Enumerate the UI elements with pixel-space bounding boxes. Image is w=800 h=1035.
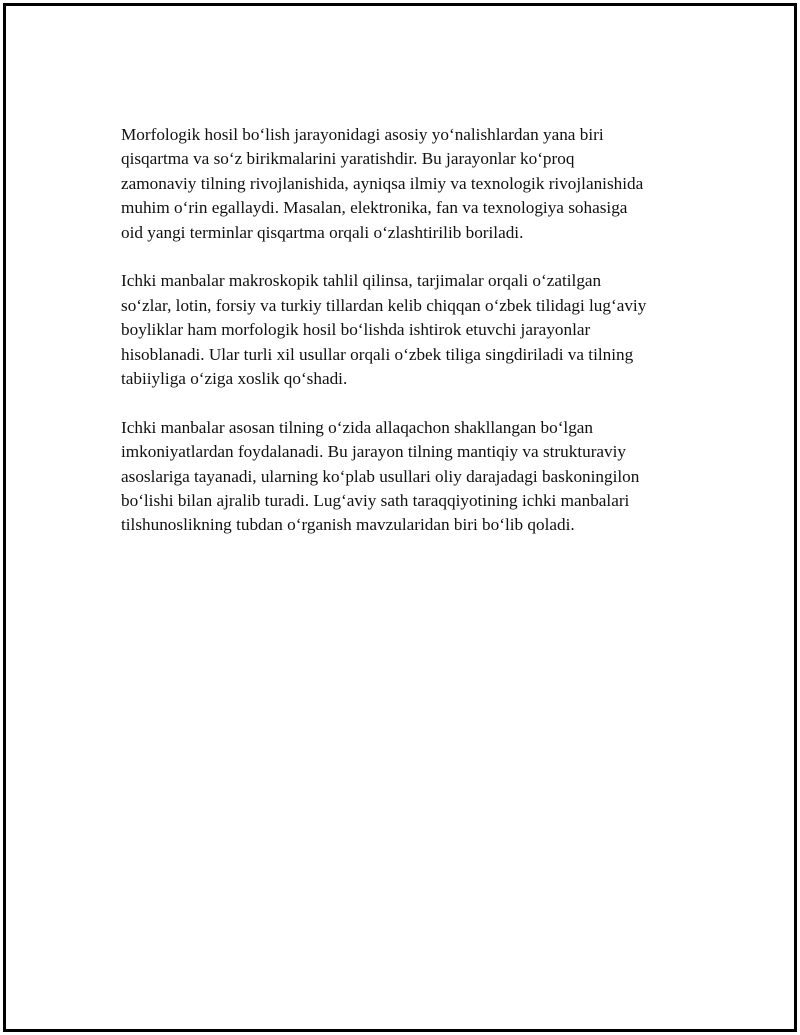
document-body	[121, 123, 693, 562]
paragraph-1: Morfologik hosil bo‘lish jarayonidagi asosiy yo‘nalishlardan yana biri qisqartma va so‘z birikmalarini yaratishdir. Bu jarayonlar ko‘proq zamonaviy tilning rivojlanishida, ayniqsa ilmiy va texnologik rivojlanishida muhim o‘rin egallaydi. Masalan, elektronika, fan va texnologiya sohasiga oid yangi terminlar qisqartma orqali o‘zlashtirilib boriladi.	[121, 125, 644, 242]
paragraph-3: Ichki manbalar asosan tilning o‘zida allaqachon shakllangan bo‘lgan imkoniyatlardan foydalanadi. Bu jarayon tilning mantiqiy va strukturaviy asoslariga tayanadi, ularning ko‘plab usullari oliy darajadagi baskoningilon bo‘lishi bilan ajralib turadi. Lug‘aviy sath taraqqiyotining ichki manbalari tilshunoslikning tubdan o‘rganish mavzularidan biri bo‘lib qoladi.	[121, 417, 640, 535]
paragraph-2: Ichki manbalar makroskopik tahlil qilinsa, tarjimalar orqali o‘zatilgan so‘zlar, lotin, forsiy va turkiy tillardan kelib chiqqan o‘zbek tilidagi lug‘aviy boyliklar ham morfologik hosil bo‘lishda ishtirok etuvchi jarayonlar hisoblanadi. Ular turli xil usullar orqali o‘zbek tiliga singdiriladi va tilning tabiiyliga o‘ziga xoslik qo‘shadi.	[121, 271, 647, 389]
page-border	[3, 3, 797, 1032]
